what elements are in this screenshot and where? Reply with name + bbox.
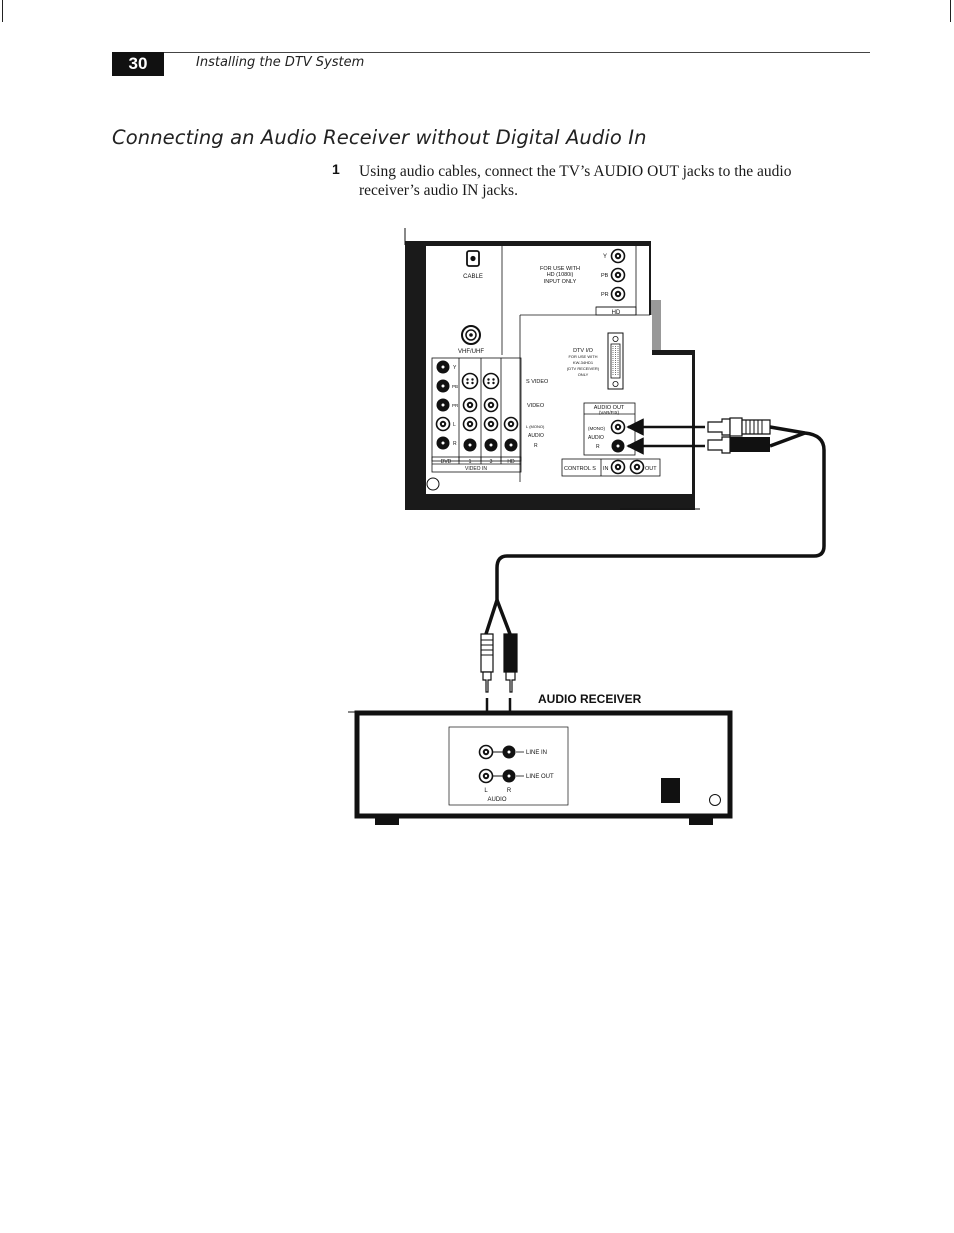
dvd-pr-jack-icon <box>437 399 450 412</box>
hd-y-jack-icon <box>612 250 625 263</box>
dvd-r-jack-icon <box>437 437 450 450</box>
s-video-label: S VIDEO <box>526 379 549 385</box>
video-label: VIDEO <box>527 403 545 409</box>
section-title: Connecting an Audio Receiver without Digital Audio In <box>112 126 647 149</box>
receiver-l-label: L <box>484 788 488 794</box>
video-in-3-label: 3 <box>489 459 493 465</box>
dtv-note-line-1: FOR USE WITH <box>568 354 598 359</box>
video-in-hd-label: HD <box>507 459 515 465</box>
dvd-l-label: L <box>453 422 456 428</box>
audio-out-label: AUDIO OUT <box>593 405 625 411</box>
hd-pb-jack-icon <box>612 269 625 282</box>
dvd-pb-label: PB <box>452 384 459 389</box>
dvd-pr-label: PR <box>452 403 459 408</box>
dvd-pb-jack-icon <box>437 380 450 393</box>
line-in-l-jack-icon <box>480 746 493 759</box>
hd-pr-label: PR <box>601 292 609 298</box>
video-1-jack-icon <box>464 399 477 412</box>
hd-note-line-3: INPUT ONLY <box>543 279 577 285</box>
var-fix-label: (VAR/FIX) <box>598 410 620 415</box>
hd-note-line-1: FOR USE WITH <box>539 266 581 272</box>
vhf-uhf-connector-icon <box>462 326 480 344</box>
tv-end-plug-l-icon <box>708 418 770 436</box>
control-s-out-jack-icon <box>631 461 644 474</box>
audio-r-3-jack-icon <box>505 439 518 452</box>
receiver-title: AUDIO RECEIVER <box>538 692 642 706</box>
line-out-l-jack-icon <box>480 770 493 783</box>
audio-r-2-jack-icon <box>485 439 498 452</box>
audio-out-r-jack-icon <box>612 440 625 453</box>
dtv-note-line-2: KW-34HD1 <box>572 360 594 365</box>
video-in-audio-label: AUDIO <box>528 433 544 439</box>
audio-out-mono-label: (MONO) <box>588 426 605 431</box>
audio-receiver <box>348 712 730 825</box>
receiver-end-plug-r-icon <box>504 634 517 692</box>
receiver-end-plug-l-icon <box>481 634 493 692</box>
audio-out-audio-label: AUDIO <box>588 435 604 441</box>
dvd-y-jack-icon <box>437 361 450 374</box>
step-text: Using audio cables, connect the TV’s AUDIO OUT jacks to the audio receiver’s audio IN jacks. <box>359 163 792 199</box>
control-s-in-label: IN <box>603 466 609 472</box>
dtv-io-label: DTV I/O <box>573 348 593 354</box>
receiver-audio-label: AUDIO <box>487 797 507 803</box>
s-video-1-jack-icon <box>463 374 478 389</box>
line-in-label: LINE IN <box>526 750 548 756</box>
video-in-r-label: R <box>534 443 538 449</box>
hd-y-label: Y <box>603 254 608 260</box>
hd-label: HD <box>611 310 621 316</box>
dtv-note-line-3: (DTV RECEIVER) <box>566 366 600 371</box>
l-mono-label: L (MONO) <box>526 424 545 429</box>
audio-out-l-jack-icon <box>612 421 625 434</box>
audio-r-1-jack-icon <box>464 439 477 452</box>
dvd-l-jack-icon <box>437 418 450 431</box>
line-out-label: LINE OUT <box>526 774 554 780</box>
control-s-in-jack-icon <box>612 461 625 474</box>
cable-label: CABLE <box>463 274 483 280</box>
audio-l-2-jack-icon <box>485 418 498 431</box>
control-s-out-label: OUT <box>645 466 657 472</box>
vhf-uhf-label: VHF/UHF <box>458 349 484 355</box>
control-s-label: CONTROL S <box>564 466 596 472</box>
hd-pb-label: PB <box>601 273 609 279</box>
s-video-2-jack-icon <box>484 374 499 389</box>
video-2-jack-icon <box>485 399 498 412</box>
line-in-r-jack-icon <box>503 746 516 759</box>
cable-connector-icon <box>467 251 479 266</box>
receiver-r-label: R <box>506 788 512 794</box>
dvd-y-label: Y <box>453 365 457 371</box>
video-in-1-label: 1 <box>468 459 472 465</box>
audio-l-3-jack-icon <box>505 418 518 431</box>
audio-out-r-label: R <box>596 444 600 450</box>
running-title: Installing the DTV System <box>196 55 365 70</box>
tv-end-plug-r-icon <box>708 437 770 453</box>
video-in-label: VIDEO IN <box>465 466 487 472</box>
dvd-label: DVD <box>440 459 452 465</box>
audio-l-1-jack-icon <box>464 418 477 431</box>
step-number: 1 <box>332 161 340 177</box>
dvd-r-label: R <box>453 441 457 447</box>
hd-pr-jack-icon <box>612 288 625 301</box>
hd-note-line-2: HD (1080i) <box>546 272 574 278</box>
page-number: 30 <box>112 52 164 76</box>
dtv-io-connector-icon <box>608 333 623 389</box>
dtv-note-line-4: ONLY <box>577 372 589 377</box>
line-out-r-jack-icon <box>503 770 516 783</box>
